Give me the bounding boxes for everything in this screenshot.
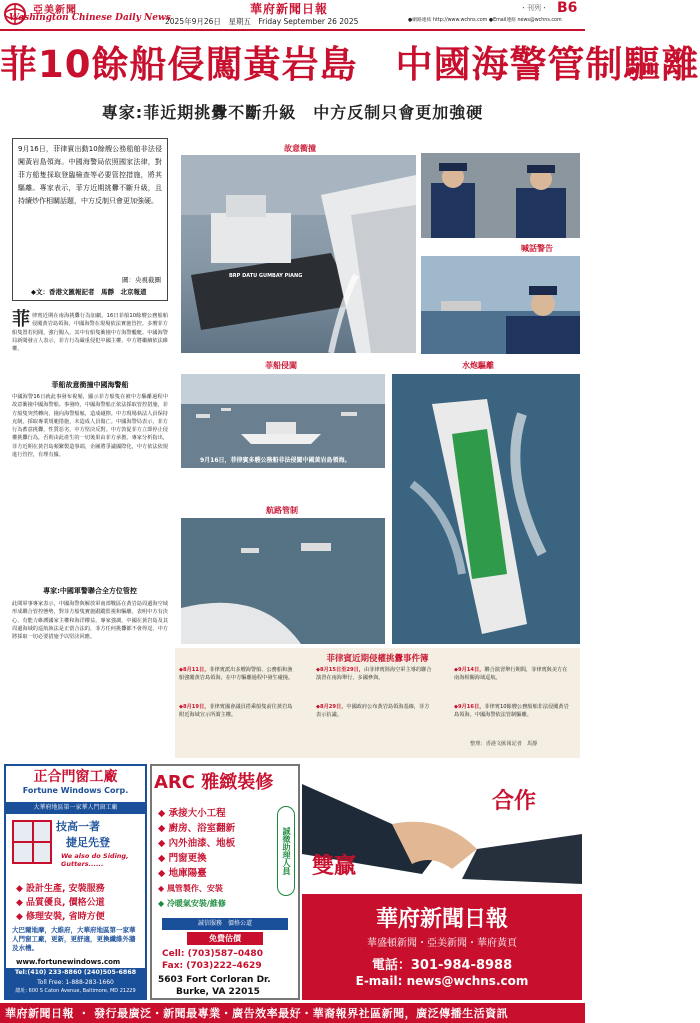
ad-tollfree[interactable]: Toll Free: 1-888-283-1660 — [37, 979, 114, 986]
ad-address-line-1: 5603 Fort Corloran Dr. — [158, 975, 271, 985]
timeline-item: ◆8月15日至29日，由菲律賓陸海空軍主導的聯合演習在南海舉行，多國參與。 — [316, 667, 432, 681]
ad-win-win: 雙贏 — [312, 854, 357, 879]
photo-caption-warning: 喊話警告 — [521, 244, 553, 253]
logo-english: Washington Chinese Daily News — [9, 13, 171, 23]
ad-tel[interactable]: Tel:(410) 233-8860 (240)505-6868 — [14, 969, 137, 976]
subheadline: 專家:菲近期挑釁不斷升級 中方反制只會更加強硬 — [101, 103, 484, 122]
ad-title-en: Fortune Windows Corp. — [22, 786, 129, 795]
timeline-item: ◆8月29日，中國政府公布黃岩島領海基線，菲方表示抗議。 — [316, 704, 430, 718]
photo-caption-encroach: 菲船侵闖 — [265, 361, 297, 370]
ad-address-line-2: Burke, VA 22015 — [176, 987, 260, 997]
ad-slogan-2: 技高一著 — [56, 820, 100, 833]
page-number: B6 — [557, 0, 578, 16]
ad-siding: We also do Siding, Gutters...... — [61, 852, 129, 868]
section-label: ・刊列・ — [520, 4, 548, 12]
paragraph-text: 律賓近期在南海挑釁行為加劇。16日菲船10餘艘公務船舶侵闖黃岩島領海，中國海警在現場依法實施管控。多艘菲方船隻置若罔聞，強行闖入，其中有船隻衝撞中方海警艦艇。中國海警局新聞發言人表示，菲方行為嚴重侵犯中國主權，中方將繼續依法維權。 — [12, 313, 168, 353]
ad-paper-phone[interactable]: 電話：301-984-8988 — [371, 958, 513, 973]
photo-caption-route-control: 航路管制 — [266, 506, 298, 515]
article-paragraph-3: 此間軍事專家表示，中國海警與解放軍南部戰區在黃岩島周邊海空域形成聯合管控態勢，對菲方船隻實施跟蹤監視和驅離，表明中方有決心、有能力維護國家主權和海洋權益。專家強調，中國在黃岩島及其周邊海域的巡航執法是正當合法的，菲方任何挑釁都不會得逞，中方將採取一切必要措施予以堅決回應。 — [12, 601, 168, 641]
photo-shouting-warning — [421, 256, 580, 354]
free-estimate-button[interactable]: 免費估價 — [187, 932, 263, 945]
drop-cap: 菲 — [12, 309, 30, 330]
window-icon — [12, 820, 52, 864]
ad-website[interactable]: www.fortunewindows.com — [16, 958, 121, 966]
timeline-item: ◆8月19日，菲律賓國會議員搭乘船隻前往黃岩島附近海域宣示所謂主權。 — [179, 704, 293, 718]
ad-arc-service-note: 誠信服務 價格公道 — [162, 918, 288, 930]
web-line: ●網路連結 http://www.wchns.com ●Email連絡 news@wchns.com — [408, 18, 562, 23]
image-credit: 圖：央視截圖 — [122, 276, 161, 284]
ad-newspaper-promo[interactable] — [302, 764, 582, 1000]
ad-paper-sub: 華盛頓新聞・亞美新聞・華府黃頁 — [367, 938, 517, 949]
ad-bullet-list: ◆ 設計生產, 安裝服務 ◆ 品質優良, 價格公道 ◆ 修理安裝, 省時方便 — [16, 884, 105, 922]
timeline-item: ◆8月11日，菲律賓派出多艘海警船、公務船和漁船強闖黃岩島領海，在中方驅離過程中發生碰撞。 — [179, 667, 294, 681]
ad-arc-renovation[interactable] — [150, 764, 300, 1000]
main-headline: 菲10餘船侵闖黃岩島 中國海警管制驅離 — [0, 43, 700, 86]
footer-slogan: 華府新聞日報 ・ 發行最廣泛・新聞最專業・廣告效率最好・華裔報界社區新聞，廣泛傳播生活資訊 — [5, 1007, 509, 1020]
photo-caption-collision: 故意衝撞 — [284, 144, 316, 153]
article-paragraph-2: 中國海警16日就此事發布視頻，顯示菲方船隻在被中方驅離過程中故意衝撞中國海警船。事發時，中國海警船正依法採取管控措施，菲方船隻突然轉向，撞向海警船舷，造成碰擦。中方現場執法人員保持克制，採取專業規範措施，未造成人員傷亡。中國海警局表示，菲方行為蓄意挑釁，性質惡劣，中方堅決反對。中方敦促菲方立即停止侵權挑釁行為，否則由此產生的一切後果由菲方承擔。專家分析指出，菲方近期在黃岩島頻繁製造事端，企圖將爭議國際化，中方依法依規進行管控，有理有據。 — [12, 394, 168, 459]
article-paragraph-1 — [12, 309, 168, 380]
photo-caption-water-cannon: 水炮驅離 — [462, 361, 494, 370]
newspaper-logo — [3, 2, 171, 26]
paper-title: 華府新聞日報 — [250, 2, 329, 16]
ad-fortune-windows[interactable] — [4, 764, 147, 1000]
ad-paper-email[interactable]: E-mail: news@wchns.com — [355, 974, 529, 988]
section-heading-collision: 菲船故意衝撞中國海警船 — [51, 381, 129, 389]
timeline-item: ◆9月14日，聯合演習舉行期間，菲律賓與美方在南海相關海域巡航。 — [454, 667, 568, 681]
photo-coast-guards — [421, 153, 580, 238]
ad-hiring-badge: 誠徵助理人員 — [277, 806, 295, 896]
photo-ship-collision — [181, 155, 416, 353]
photo-overlay-caption: 9月16日，菲律賓多艘公務船非法侵闖中國黃岩島領海。 — [200, 457, 351, 464]
ship-hull-label: BRP DATU GUMBAY PIANG — [229, 273, 303, 279]
photo-fleet — [181, 374, 385, 468]
author-credit: ◆文：香港文匯報記者 馬靜 北京報道 — [31, 288, 147, 296]
ad-cooperate: 合作 — [492, 789, 537, 814]
ad-arc-title: ARC 雅緻裝修 — [154, 772, 274, 793]
ad-fax[interactable]: Fax: (703)222–4629 — [162, 961, 262, 971]
ad-cell[interactable]: Cell: (703)587–0480 — [162, 949, 263, 959]
timeline-credit: 整理：香港文匯報記者 馬靜 — [470, 741, 538, 747]
lead-box — [12, 138, 168, 301]
logo-chinese: 亞美新聞 — [33, 5, 77, 16]
lead-text: 9月16日，菲律賓出動10餘艘公務船舶非法侵闖黃岩島領海。中國海警局依照國家法律，對菲方船隻採取登臨檢查等必要管控措施，將其驅離。專家表示，菲方近期挑釁不斷升級，且持續炒作相關話題，中方反制只會更加強硬。 — [18, 145, 162, 205]
ad-slogan-banner: 大華府地區第一家華人門窗工廠 — [6, 802, 145, 814]
ad-title-cn: 正合門窗工廠 — [33, 769, 118, 785]
photo-water-cannon — [392, 374, 580, 644]
photo-route-control — [181, 518, 385, 644]
ad-address: 總址: 600 S Caton Avenue, Baltimore, MD 21229 — [15, 988, 136, 994]
date-line: 2025年9月26日 星期五 Friday September 26 2025 — [165, 17, 359, 26]
ad-paper-name: 華府新聞日報 — [375, 907, 508, 932]
ad-description: 大巴爾地摩，大維府，大華府地區第一家華人門窗工廠，更新，更舒適，更換纖維外牆及水槽。 — [12, 926, 136, 952]
timeline-title: 菲律賓近期侵權挑釁事件簿 — [326, 654, 429, 664]
section-heading-experts: 專家:中國軍警聯合全方位管控 — [43, 587, 137, 595]
ad-slogan-3: 捷足先登 — [66, 836, 110, 849]
masthead-rule — [0, 29, 585, 31]
masthead — [0, 0, 585, 30]
ad-arc-services: ◆ 承接大小工程 ◆ 廚房、浴室翻新 ◆ 內外油漆、地板 ◆ 門窗更換 ◆ 地庫陽臺 ◆ 風管製作、安裝 ◆ 冷暖氣安裝/維修 — [158, 808, 236, 908]
timeline-item: ◆9月16日，菲律賓10餘艘公務船舶非法侵闖黃岩島領海，中國海警依法管制驅離。 — [454, 704, 569, 718]
